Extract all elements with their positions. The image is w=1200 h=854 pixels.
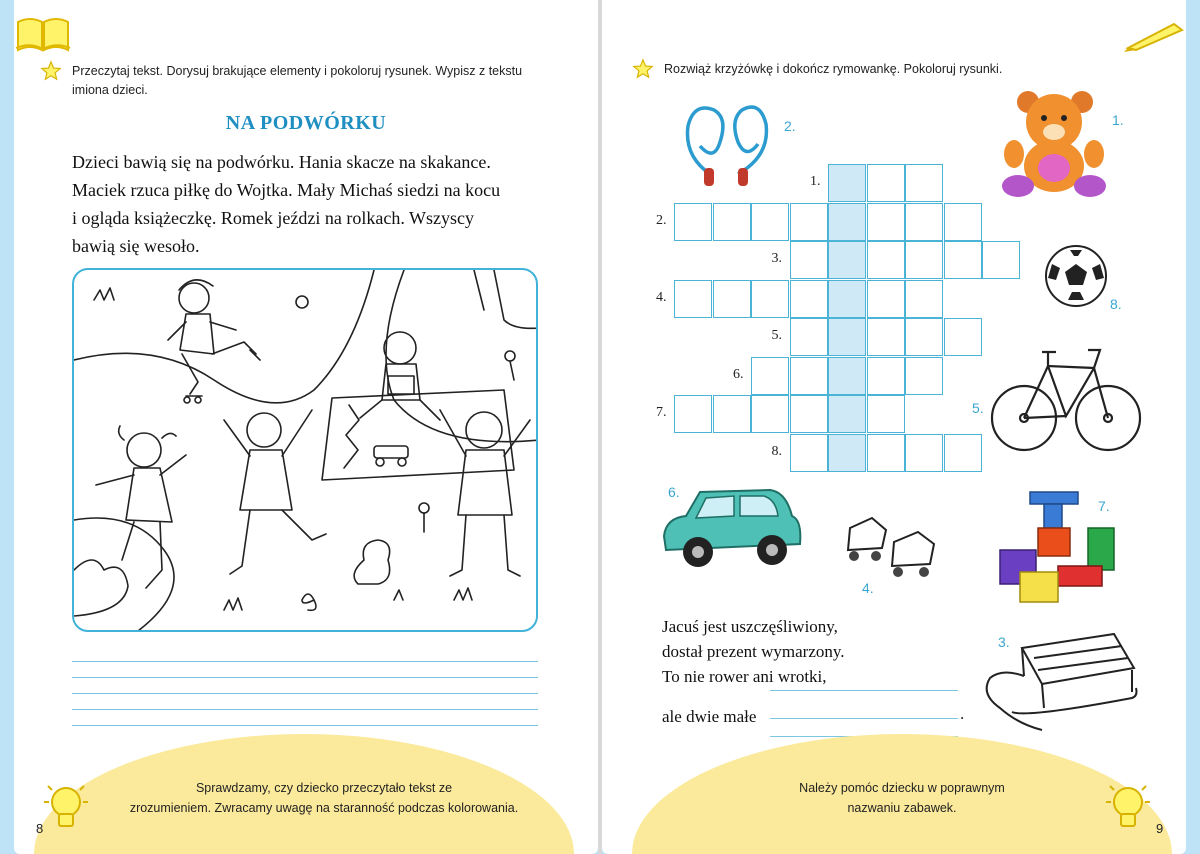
crossword-cell[interactable] xyxy=(790,280,828,318)
roller-skates-icon xyxy=(842,508,946,586)
crossword-cell[interactable] xyxy=(790,395,828,433)
picture-number: 4. xyxy=(862,580,874,596)
crossword-cell[interactable] xyxy=(905,241,943,279)
crossword-cell[interactable] xyxy=(944,241,982,279)
crossword-cell[interactable] xyxy=(944,434,982,472)
page-number: 8 xyxy=(36,821,44,836)
crossword-key-cell[interactable] xyxy=(828,164,866,202)
crossword-cell[interactable] xyxy=(905,280,943,318)
crossword-cell[interactable] xyxy=(790,203,828,241)
crossword-cell[interactable] xyxy=(790,241,828,279)
crossword-number: 5. xyxy=(771,328,782,343)
story-line: bawią się wesoło. xyxy=(72,236,200,256)
crossword-cell[interactable] xyxy=(982,241,1020,279)
answer-lines[interactable] xyxy=(72,646,538,726)
toy-car-icon xyxy=(658,484,804,578)
rhyme-line: ale dwie małe xyxy=(662,707,757,726)
pencil-icon xyxy=(1122,18,1186,52)
crossword-cell[interactable] xyxy=(867,280,905,318)
crossword-number: 4. xyxy=(656,289,667,305)
playground-illustration xyxy=(74,270,538,632)
crossword-cell[interactable] xyxy=(867,241,905,279)
crossword-cell[interactable] xyxy=(790,357,828,395)
crossword-cell[interactable] xyxy=(674,280,712,318)
rhyme-answer-line[interactable] xyxy=(770,718,958,719)
crossword-number: 6. xyxy=(733,366,744,382)
hint-line: zrozumieniem. Zwracamy uwagę na staranność podczas kolorowania. xyxy=(129,801,519,815)
rhyme-line: Jacuś jest uszczęśliwiony, xyxy=(662,617,838,636)
write-line[interactable] xyxy=(72,662,538,678)
crossword-cell[interactable] xyxy=(905,434,943,472)
teddy-bear-icon xyxy=(1002,88,1106,204)
star-icon xyxy=(632,58,654,80)
book-icon xyxy=(14,14,72,54)
crossword-cell[interactable] xyxy=(713,395,751,433)
picture-number: 3. xyxy=(998,634,1010,650)
instruction xyxy=(72,62,522,100)
rhyme-answer-line[interactable] xyxy=(770,690,958,691)
crossword-cell[interactable] xyxy=(751,203,789,241)
rhyme-line: To nie rower ani wrotki, xyxy=(662,667,827,686)
crossword-number: 2. xyxy=(656,212,667,228)
crossword-cell[interactable] xyxy=(751,395,789,433)
crossword-cell[interactable] xyxy=(867,357,905,395)
rhyme-line: dostał prezent wymarzony. xyxy=(662,642,845,661)
instruction: Rozwiąż krzyżówkę i dokończ rymowankę. Pokoloruj rysunki. xyxy=(664,62,1003,76)
crossword-key-cell[interactable] xyxy=(828,241,866,279)
crossword-key-cell[interactable] xyxy=(828,203,866,241)
page-number: 9 xyxy=(1156,821,1164,836)
instruction-line: imiona dzieci. xyxy=(72,83,148,97)
write-line[interactable] xyxy=(72,646,538,662)
hint-line: nazwaniu zabawek. xyxy=(847,801,957,815)
crossword-cell[interactable] xyxy=(905,357,943,395)
left-page xyxy=(14,0,598,854)
parent-hint xyxy=(722,778,1082,818)
story-line: Maciek rzuca piłkę do Wojtka. Mały Michaś siedzi na kocu xyxy=(72,180,501,200)
write-line[interactable] xyxy=(72,710,538,726)
hint-line: Sprawdzamy, czy dziecko przeczytało tekst ze xyxy=(195,781,453,795)
crossword-cell[interactable] xyxy=(713,280,751,318)
crossword-key-cell[interactable] xyxy=(828,357,866,395)
crossword-cell[interactable] xyxy=(867,395,905,433)
write-line[interactable] xyxy=(72,678,538,694)
crossword-cell[interactable] xyxy=(944,318,982,356)
story-title: NA PODWÓRKU xyxy=(225,112,387,134)
picture-number: 6. xyxy=(668,484,680,500)
crossword-cell[interactable] xyxy=(790,434,828,472)
star-icon xyxy=(40,60,62,82)
story-text xyxy=(72,148,572,260)
crossword-cell[interactable] xyxy=(905,164,943,202)
story-line: Dzieci bawią się na podwórku. Hania skacze na skakance. xyxy=(72,152,491,172)
picture-number: 1. xyxy=(1112,112,1124,128)
crossword-cell[interactable] xyxy=(751,357,789,395)
coloring-picture[interactable] xyxy=(72,268,538,632)
crossword-cell[interactable] xyxy=(674,203,712,241)
rhyme-end: . xyxy=(960,704,965,723)
jump-rope-icon xyxy=(680,96,780,188)
picture-number: 5. xyxy=(972,400,984,416)
crossword-cell[interactable] xyxy=(944,203,982,241)
parent-hint xyxy=(74,778,574,818)
picture-number: 2. xyxy=(784,118,796,134)
right-page xyxy=(602,0,1186,854)
picture-number: 8. xyxy=(1110,296,1122,312)
crossword-cell[interactable] xyxy=(713,203,751,241)
story-line: i ogląda książeczkę. Romek jeździ na rolkach. Wszyscy xyxy=(72,208,475,228)
lightbulb-icon xyxy=(1102,780,1154,838)
crossword-cell[interactable] xyxy=(867,164,905,202)
crossword-key-cell[interactable] xyxy=(828,434,866,472)
picture-number: 7. xyxy=(1098,498,1110,514)
crossword-key-cell[interactable] xyxy=(828,318,866,356)
crossword-cell[interactable] xyxy=(867,203,905,241)
crossword-number: 8. xyxy=(771,443,782,459)
hint-line: Należy pomóc dziecku w poprawnym xyxy=(799,781,1005,795)
crossword-number: 7. xyxy=(656,405,667,420)
instruction-line: Przeczytaj tekst. Dorysuj brakujące elementy i pokoloruj rysunek. Wypisz z tekstu xyxy=(72,64,523,78)
crossword-key-cell[interactable] xyxy=(828,395,866,433)
crossword-cell[interactable] xyxy=(905,203,943,241)
crossword-cell[interactable] xyxy=(790,318,828,356)
lightbulb-icon xyxy=(42,780,94,838)
crossword-number: 1. xyxy=(810,174,821,189)
soccer-ball-icon xyxy=(1042,244,1110,308)
crossword-cell[interactable] xyxy=(867,434,905,472)
write-line[interactable] xyxy=(72,694,538,710)
crossword-key-cell[interactable] xyxy=(828,280,866,318)
crossword-cell[interactable] xyxy=(867,318,905,356)
crossword-number: 3. xyxy=(771,251,782,266)
bicycle-icon xyxy=(990,338,1142,456)
rhyme xyxy=(662,614,845,729)
crossword-cell[interactable] xyxy=(674,395,712,433)
crossword-cell[interactable] xyxy=(751,280,789,318)
crossword-cell[interactable] xyxy=(905,318,943,356)
